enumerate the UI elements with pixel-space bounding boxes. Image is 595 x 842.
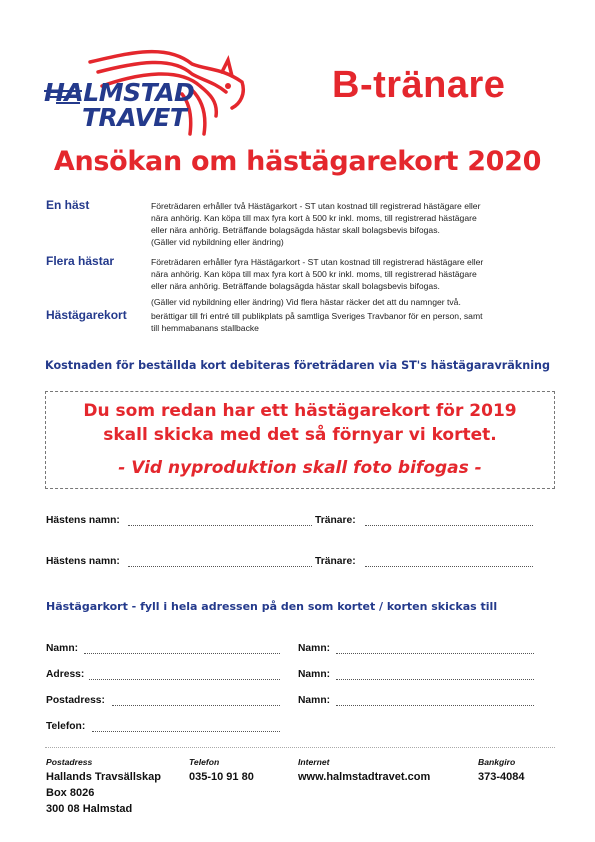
footer-head: Postadress <box>46 757 93 767</box>
name-field[interactable] <box>336 653 534 654</box>
logo-text-halmstad: HALMSTAD <box>44 78 195 107</box>
footer-value: Box 8026 <box>46 787 95 799</box>
footer-head: Internet <box>298 757 330 767</box>
text-line: Företrädaren erhåller två Hästägarkort - ST utan kostnad till registrerad hästägare eller <box>151 201 481 211</box>
name-field[interactable] <box>336 679 534 680</box>
text-line: nära anhörig. Kan köpa till max fyra kort à 500 kr inkl. moms, till registrerad hästägare <box>151 269 477 279</box>
footer-bankgiro <box>478 757 525 785</box>
name-label: Namn: <box>298 643 331 654</box>
text-line: eller nära anhörig. Beträffande bolagsägda hästar skall bolagsbevis bifogas. <box>151 225 440 235</box>
name-field[interactable] <box>84 653 280 654</box>
footer-internet <box>298 757 430 785</box>
section-label-en-hast: En häst <box>46 198 90 212</box>
phone-field[interactable] <box>92 731 280 732</box>
text-line: (Gäller vid nybildning eller ändring) Vid flera hästar räcker det att du namnger två. <box>151 297 461 307</box>
notice-line-1: Du som redan har ett hästägarekort för 2019 <box>83 401 517 421</box>
horse-name-field[interactable] <box>128 566 312 567</box>
name-label: Namn: <box>298 669 331 680</box>
phone-label: Telefon: <box>46 721 86 732</box>
footer-phone <box>189 757 254 785</box>
card-heading: Hästägarkort - fyll i hela adressen på den som kortet / korten skickas till <box>46 600 498 613</box>
text-line: (Gäller vid nybildning eller ändring) <box>151 237 284 247</box>
text-line: Företrädaren erhåller fyra Hästägarkort - ST utan kostnad till registrerad hästägare eller <box>151 257 484 267</box>
footer-value: Hallands Travsällskap <box>46 771 161 783</box>
address-label: Adress: <box>46 669 85 680</box>
postal-address-field[interactable] <box>112 705 280 706</box>
notice-line-2: skall skicka med det så förnyar vi kortet. <box>103 425 497 445</box>
section-text-en-hast <box>151 200 561 248</box>
footer-value: 300 08 Halmstad <box>46 803 133 815</box>
horse-name-field[interactable] <box>128 525 312 526</box>
footer-head: Telefon <box>189 757 220 767</box>
name-label: Namn: <box>46 643 79 654</box>
horse-name-label: Hästens namn: <box>46 556 120 567</box>
name-label: Namn: <box>298 695 331 706</box>
address-field[interactable] <box>89 679 280 680</box>
footer-postal <box>46 757 161 817</box>
logo-speed-line <box>50 96 80 98</box>
logo-speed-line <box>44 90 82 92</box>
trainer-label: Tränare: <box>315 515 356 526</box>
text-line: nära anhörig. Kan köpa till max fyra kort à 500 kr inkl. moms, till registrerad hästägare <box>151 213 477 223</box>
section-text-flera-hastar <box>151 256 561 308</box>
name-field[interactable] <box>336 705 534 706</box>
main-heading: Ansökan om hästägarekort 2020 <box>53 146 542 177</box>
trainer-field[interactable] <box>365 566 533 567</box>
logo-speed-line <box>56 102 80 104</box>
trainer-field[interactable] <box>365 525 533 526</box>
trainer-label: Tränare: <box>315 556 356 567</box>
horse-name-label: Hästens namn: <box>46 515 120 526</box>
text-line: berättigar till fri entré till publikplats på samtliga Sveriges Travbanor för en person, samt <box>151 311 483 321</box>
website-link[interactable]: www.halmstadtravet.com <box>298 771 431 783</box>
halmstadtravet-logo <box>42 42 252 142</box>
section-text-hastagarekort <box>151 310 561 334</box>
postal-address-label: Postadress: <box>46 695 105 706</box>
logo-text-travet: TRAVET <box>82 103 187 132</box>
section-label-hastagarekort: Hästägarekort <box>46 308 127 322</box>
footer-head: Bankgiro <box>478 757 516 767</box>
footer-value: 373-4084 <box>478 771 525 783</box>
footer-value: 035-10 91 80 <box>189 771 254 783</box>
text-line: till hemmabanans stallbacke <box>151 323 259 333</box>
doc-title: B-tränare <box>332 64 506 106</box>
text-line: eller nära anhörig. Beträffande bolagsägda hästar skall bolagsbevis bifogas. <box>151 281 440 291</box>
notice-line-3: - Vid nyproduktion skall foto bifogas - <box>118 458 482 478</box>
section-label-flera-hastar: Flera hästar <box>46 254 115 268</box>
cost-note: Kostnaden för beställda kort debiteras företrädaren via ST's hästägaravräkning <box>44 359 551 372</box>
footer-divider <box>45 747 555 748</box>
